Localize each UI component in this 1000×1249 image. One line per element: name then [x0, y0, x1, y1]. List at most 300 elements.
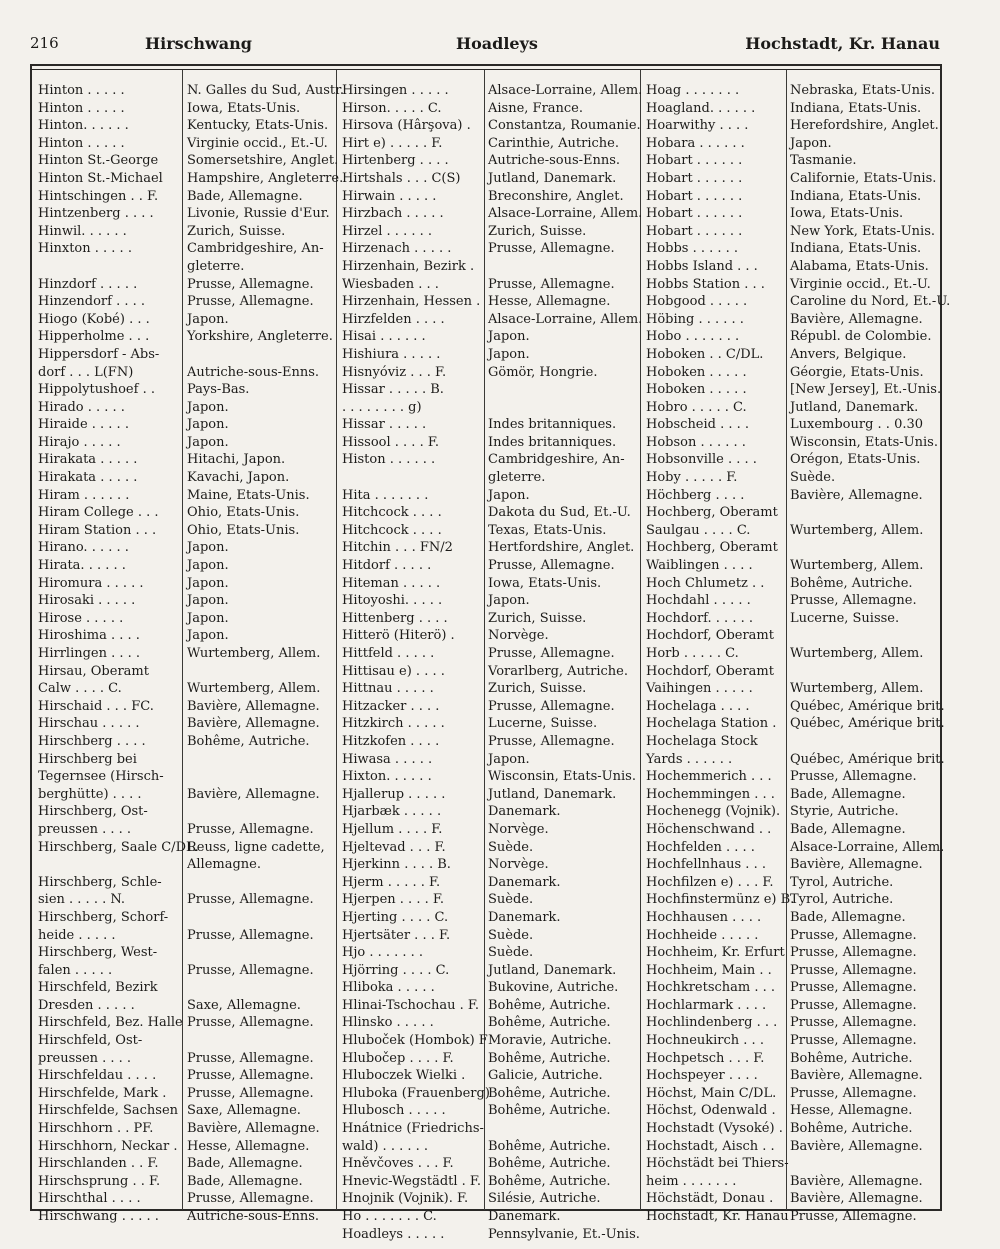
entry-place: Suède.: [488, 892, 534, 908]
entry-place: Indiana, Etats-Unis.: [790, 241, 922, 257]
entry-name: Hittenberg . . . .: [342, 610, 448, 626]
entry-name: Hirajo . . . . .: [38, 434, 121, 450]
entry-place: Bukovine, Autriche.: [488, 980, 619, 996]
entry-place: Aisne, France.: [488, 100, 584, 116]
entry-name: Hirschberg, Schorf-: [38, 909, 169, 925]
entry-place: Indes britanniques.: [488, 417, 617, 433]
entry-place: Bavière, Allemagne.: [790, 1191, 923, 1207]
entry-name: Hirata. . . . . .: [38, 558, 126, 574]
entry-name: . . . . . . . . g): [342, 399, 422, 415]
entry-place: Prusse, Allemagne.: [790, 1033, 917, 1049]
entry-place: Hampshire, Angleterre.: [187, 170, 344, 186]
entry-place: Bade, Allemagne.: [790, 821, 906, 837]
entry-name: Hiteman . . . . .: [342, 575, 441, 591]
entry-place: Iowa, Etats-Unis.: [187, 100, 301, 116]
entry-place: Wisconsin, Etats-Unis.: [790, 434, 938, 450]
entry-name: Hiwasa . . . . .: [342, 751, 433, 767]
entry-name: Hluboka (Frauenberg): [342, 1085, 490, 1101]
entry-name: Hittnau . . . . .: [342, 681, 434, 697]
entry-place: Bade, Allemagne.: [790, 786, 906, 802]
entry-place: Prusse, Allemagne.: [187, 892, 314, 908]
entry-place: Allemagne.: [187, 857, 261, 873]
entry-name: Hlubočep . . . . F.: [342, 1050, 454, 1066]
entry-place: [187, 874, 335, 892]
entry-place: [187, 944, 335, 962]
entry-place: Bohême, Autriche.: [187, 733, 310, 749]
entry-place: Prusse, Allemagne.: [790, 980, 917, 996]
entry-place: Alabama, Etats-Unis.: [790, 258, 929, 274]
entry-name: Hita . . . . . . .: [342, 487, 429, 503]
entry-place: Prusse, Allemagne.: [187, 821, 314, 837]
entry-place: Danemark.: [488, 874, 561, 890]
entry-name: Hochstadt, Kr. Hanau: [646, 1209, 789, 1224]
entry-name: Hobbs . . . . . .: [646, 241, 739, 257]
entry-name: Hobscheid . . . .: [646, 417, 750, 433]
entry-place: Zurich, Suisse.: [488, 223, 587, 239]
entry-name: Hirschberg bei: [38, 751, 137, 767]
entry-place: Bavière, Allemagne.: [790, 1138, 923, 1154]
entry-name: Hjerpen . . . . F.: [342, 892, 444, 908]
entry-place: Autriche-sous-Enns.: [187, 1209, 320, 1224]
column-1-places: [187, 82, 345, 1224]
entry-name: Hinton. . . . . .: [38, 118, 129, 134]
entry-place: Norvège.: [488, 628, 549, 644]
entry-name: Hirschwang . . . . .: [38, 1209, 159, 1224]
entry-name: Hjerm . . . . . F.: [342, 874, 441, 890]
entry-name: Hitchin . . . FN/2: [342, 540, 453, 556]
entry-place: Cambridgeshire, An-: [488, 452, 625, 468]
entry-name: Hobsonville . . . .: [646, 452, 757, 468]
entry-place: Hertfordshire, Anglet.: [488, 540, 635, 556]
entry-name: Hobbs Station . . .: [646, 276, 765, 292]
entry-name: Hochelaga Station .: [646, 716, 777, 732]
entry-place: Anvers, Belgique.: [790, 346, 907, 362]
entry-place: Bohême, Autriche.: [488, 1085, 611, 1101]
entry-place: Japon.: [187, 575, 229, 591]
entry-place: Japon.: [187, 610, 229, 626]
entry-name: Hissar . . . . .: [342, 417, 427, 433]
entry-name: Hinxton . . . . .: [38, 241, 132, 257]
entry-name: Hitzkofen . . . .: [342, 733, 440, 749]
entry-name: Hobo . . . . . . .: [646, 329, 740, 345]
entry-place: Japon.: [187, 540, 229, 556]
entry-place: Indiana, Etats-Unis.: [790, 188, 922, 204]
entry-name: Hitchcock . . . .: [342, 522, 442, 538]
entry-place: Bohême, Autriche.: [488, 997, 611, 1013]
entry-name: Hitchcock . . . .: [342, 505, 442, 521]
entry-place: Hesse, Allemagne.: [790, 1103, 913, 1119]
entry-place: Géorgie, Etats-Unis.: [790, 364, 924, 380]
entry-place: Prusse, Allemagne.: [790, 1085, 917, 1101]
entry-place: Wisconsin, Etats-Unis.: [488, 769, 636, 785]
entry-place: Wurtemberg, Allem.: [187, 681, 321, 697]
entry-place: Alsace-Lorraine, Allem.: [790, 839, 945, 855]
entry-place: Japon.: [488, 751, 530, 767]
entry-name: Hirakata . . . . .: [38, 452, 138, 468]
entry-place: Prusse, Allemagne.: [790, 769, 917, 785]
entry-name: Hiram College . . .: [38, 505, 159, 521]
entry-place: [187, 1032, 335, 1050]
entry-name: Hochheide . . . . .: [646, 927, 759, 943]
entry-name: falen . . . . .: [38, 962, 113, 978]
entry-place: Bade, Allemagne.: [187, 1173, 303, 1189]
entry-name: Hirschhorn, Neckar .: [38, 1138, 178, 1154]
entry-name: Hochfinstermünz e) B.: [646, 892, 795, 908]
entry-place: Wurtemberg, Allem.: [790, 646, 924, 661]
entry-place: Prusse, Allemagne.: [488, 558, 615, 574]
entry-place: Livonie, Russie d'Eur.: [187, 206, 330, 222]
entry-name: Hjeltevad . . . F.: [342, 839, 446, 855]
entry-place: Prusse, Allemagne.: [187, 1050, 314, 1066]
entry-place: Luxembourg . . 0.30: [790, 417, 924, 433]
entry-place: Prusse, Allemagne.: [790, 1015, 917, 1031]
entry-name: Hirschfelde, Mark .: [38, 1085, 167, 1101]
entry-name: Hirado . . . . .: [38, 399, 125, 415]
entry-place: Japon.: [488, 593, 530, 609]
entry-name: Hintschingen . . F.: [38, 188, 159, 204]
entry-place: Japon.: [187, 399, 229, 415]
entry-place: Prusse, Allemagne.: [187, 1068, 314, 1084]
entry-name: Hochpetsch . . . F.: [646, 1050, 765, 1066]
entry-place: Hesse, Allemagne.: [187, 1138, 310, 1154]
entry-place: Prusse, Allemagne.: [488, 698, 615, 714]
entry-place: Danemark.: [488, 1209, 561, 1224]
entry-name: Hochemmingen . . .: [646, 786, 775, 802]
entry-place: Prusse, Allemagne.: [488, 646, 615, 661]
entry-name: Hirsingen . . . . .: [342, 83, 449, 98]
entry-place: Bavière, Allemagne.: [187, 716, 320, 732]
entry-name: Hněvčoves . . . F.: [342, 1156, 454, 1172]
entry-place: [790, 733, 938, 751]
entry-name: Hochstadt, Aisch . .: [646, 1138, 775, 1154]
entry-name: Hirt e) . . . . . F.: [342, 135, 443, 151]
entry-name: Hippersdorf - Abs-: [38, 346, 160, 362]
column-2-places: [488, 82, 643, 1242]
entry-name: [342, 469, 482, 487]
entry-place: Prusse, Allemagne.: [187, 1015, 314, 1031]
entry-place: Bohême, Autriche.: [488, 1138, 611, 1154]
entry-place: Jutland, Danemark.: [488, 962, 617, 978]
entry-name: Hittisau e) . . . .: [342, 663, 445, 679]
entry-place: Wurtemberg, Allem.: [790, 558, 924, 574]
entry-place: Indes britanniques.: [488, 434, 617, 450]
entry-place: Autriche-sous-Enns.: [488, 153, 621, 169]
entry-place: Zurich, Suisse.: [488, 681, 587, 697]
entry-name: Hitzkirch . . . . .: [342, 716, 445, 732]
entry-place: Prusse, Allemagne.: [790, 962, 917, 978]
entry-name: Hochdorf, Oberamt: [646, 663, 774, 679]
entry-name: [38, 258, 180, 276]
entry-place: [187, 751, 335, 769]
entry-name: Hisai . . . . . .: [342, 329, 426, 345]
entry-place: Somersetshire, Anglet.: [187, 153, 339, 169]
entry-name: Hoch Chlumetz . .: [646, 575, 765, 591]
entry-place: [790, 504, 938, 522]
entry-place: gleterre.: [187, 258, 245, 274]
entry-place: [488, 399, 638, 417]
entry-place: Suède.: [488, 927, 534, 943]
entry-place: Prusse, Allemagne.: [790, 945, 917, 961]
entry-name: Hinton St.-Michael: [38, 170, 163, 186]
entry-name: Hirschfeld, Bezirk: [38, 980, 158, 996]
entry-name: Hinzendorf . . . .: [38, 294, 146, 310]
entry-name: Hochfelden . . . .: [646, 839, 755, 855]
entry-name: Hochenegg (Vojnik).: [646, 804, 781, 820]
entry-name: Hixton. . . . . .: [342, 769, 432, 785]
entry-place: Prusse, Allemagne.: [488, 733, 615, 749]
entry-name: Hiroshima . . . .: [38, 628, 140, 644]
entry-place: Bavière, Allemagne.: [790, 1173, 923, 1189]
entry-name: Hirschaid . . . FC.: [38, 698, 154, 714]
entry-name: Hiram . . . . . .: [38, 487, 130, 503]
entry-place: Carinthie, Autriche.: [488, 135, 619, 151]
entry-place: Dakota du Sud, Et.-U.: [488, 505, 631, 521]
entry-place: Japon.: [187, 628, 229, 644]
entry-name: Hobart . . . . . .: [646, 188, 743, 204]
entry-place: Japon.: [187, 311, 229, 327]
entry-name: Hobson . . . . . .: [646, 434, 746, 450]
entry-place: Bohême, Autriche.: [488, 1015, 611, 1031]
entry-place: Japon.: [187, 434, 229, 450]
entry-place: Tyrol, Autriche.: [790, 892, 894, 908]
entry-place: Silésie, Autriche.: [488, 1191, 601, 1207]
entry-place: Wurtemberg, Allem.: [790, 681, 924, 697]
entry-name: Hirano. . . . . .: [38, 540, 129, 556]
entry-place: Ohio, Etats-Unis.: [187, 505, 300, 521]
entry-place: N. Galles du Sud, Austr.: [187, 83, 345, 98]
entry-name: Hiogo (Kobé) . . .: [38, 311, 150, 327]
entry-place: Japon.: [488, 329, 530, 345]
entry-place: Kavachi, Japon.: [187, 470, 290, 486]
entry-name: Hirschfeld, Ost-: [38, 1033, 143, 1049]
entry-name: Hochstadt (Vysoké) .: [646, 1121, 783, 1137]
entry-name: Hitzacker . . . .: [342, 698, 440, 714]
entry-name: Hirrlingen . . . .: [38, 646, 141, 661]
entry-place: Prusse, Allemagne.: [187, 1085, 314, 1101]
column-2-names: [342, 82, 490, 1242]
entry-name: Hirschlanden . . F.: [38, 1156, 159, 1172]
entry-name: heide . . . . .: [38, 927, 116, 943]
entry-name: Hobro . . . . . C.: [646, 399, 747, 415]
entry-name: Hochemmerich . . .: [646, 769, 772, 785]
entry-name: Hirosaki . . . . .: [38, 593, 136, 609]
header-left-word: Hirschwang: [145, 34, 252, 53]
entry-name: Tegernsee (Hirsch-: [38, 769, 164, 785]
entry-place: Bohême, Autriche.: [488, 1173, 611, 1189]
entry-name: Hiraide . . . . .: [38, 417, 129, 433]
entry-place: Bavière, Allemagne.: [790, 1068, 923, 1084]
entry-name: Hlubosch . . . . .: [342, 1103, 446, 1119]
entry-name: Hissar . . . . . B.: [342, 382, 444, 398]
entry-name: Hjo . . . . . . .: [342, 945, 424, 961]
entry-name: Hobart . . . . . .: [646, 170, 743, 186]
entry-name: sien . . . . . N.: [38, 892, 126, 908]
entry-place: Virginie occid., Et.-U.: [790, 276, 931, 292]
entry-place: Zurich, Suisse.: [488, 610, 587, 626]
entry-name: Hoagland. . . . . .: [646, 100, 756, 116]
entry-name: Hochelaga . . . .: [646, 698, 750, 714]
entry-place: Styrie, Autriche.: [790, 804, 899, 820]
entry-name: preussen . . . .: [38, 1050, 132, 1066]
entry-name: wald) . . . . . .: [342, 1138, 429, 1154]
entry-name: Hirschau . . . . .: [38, 716, 140, 732]
entry-name: Hirzenhain, Hessen .: [342, 294, 481, 310]
entry-place: Wurtemberg, Allem.: [790, 522, 924, 538]
entry-name: Hirschsprung . . F.: [38, 1173, 161, 1189]
entry-name: Hintzenberg . . . .: [38, 206, 154, 222]
entry-place: Suède.: [488, 839, 534, 855]
entry-name: Hirson. . . . . C.: [342, 100, 442, 116]
entry-name: Hinwil. . . . . .: [38, 223, 127, 239]
entry-place: Suède.: [790, 470, 836, 486]
entry-place: Bohême, Autriche.: [488, 1050, 611, 1066]
entry-name: Hjerting . . . . C.: [342, 909, 449, 925]
entry-place: Alsace-Lorraine, Allem.: [488, 311, 643, 327]
entry-name: Hirschberg, Saale C/DL.: [38, 839, 199, 855]
entry-name: Hiram Station . . .: [38, 522, 157, 538]
column-1-names: [38, 82, 199, 1224]
entry-name: Horb . . . . . C.: [646, 646, 739, 661]
entry-place: Gömör, Hongrie.: [488, 364, 598, 380]
column-3-places: [790, 82, 951, 1224]
entry-place: [790, 663, 938, 681]
entry-name: Hirtshals . . . C(S): [342, 170, 461, 186]
entry-name: Hjertsäter . . . F.: [342, 927, 451, 943]
entry-place: Prusse, Allemagne.: [187, 1191, 314, 1207]
entry-name: Hissool . . . . F.: [342, 434, 439, 450]
entry-name: Hochdahl . . . . .: [646, 593, 751, 609]
entry-place: Bavière, Allemagne.: [790, 487, 923, 503]
entry-place: [187, 768, 335, 786]
entry-name: Hiromura . . . . .: [38, 575, 144, 591]
entry-place: Bade, Allemagne.: [187, 1156, 303, 1172]
entry-place: Saxe, Allemagne.: [187, 1103, 301, 1119]
entry-place: Alsace-Lorraine, Allem.: [488, 206, 643, 222]
entry-place: Jutland, Danemark.: [488, 170, 617, 186]
entry-place: Caroline du Nord, Et.-U.: [790, 294, 951, 310]
entry-place: Alsace-Lorraine, Allem.: [488, 83, 643, 98]
entry-place: Japon.: [488, 346, 530, 362]
entry-name: dorf . . . L(FN): [38, 364, 134, 380]
entry-place: Bavière, Allemagne.: [187, 1121, 320, 1137]
entry-name: Höchenschwand . .: [646, 821, 772, 837]
entry-name: Dresden . . . . .: [38, 997, 135, 1013]
entry-name: Hochheim, Main . .: [646, 962, 772, 978]
entry-name: Hirtenberg . . . .: [342, 153, 449, 169]
entry-name: Hirschberg, Schle-: [38, 874, 162, 890]
entry-place: Hitachi, Japon.: [187, 452, 286, 468]
entry-name: Hirsova (Hârşova) .: [342, 118, 471, 134]
entry-place: Pays-Bas.: [187, 382, 250, 398]
entry-place: Bavière, Allemagne.: [187, 698, 320, 714]
entry-place: Breconshire, Anglet.: [488, 188, 624, 204]
entry-place: Nebraska, Etats-Unis.: [790, 83, 935, 98]
entry-name: Hinton . . . . .: [38, 83, 125, 98]
entry-place: Tasmanie.: [790, 153, 857, 169]
entry-place: Lucerne, Suisse.: [488, 716, 598, 732]
entry-place: Japon.: [790, 135, 832, 151]
entry-place: Orégon, Etats-Unis.: [790, 452, 921, 468]
entry-name: Hochneukirch . . .: [646, 1033, 764, 1049]
entry-place: Pennsylvanie, Et.-Unis.: [488, 1226, 640, 1242]
entry-name: Hobart . . . . . .: [646, 153, 743, 169]
entry-name: Hirschberg . . . .: [38, 733, 146, 749]
entry-name: Hirschberg, Ost-: [38, 804, 148, 820]
entry-place: [488, 258, 638, 276]
entry-place: Jutland, Danemark.: [488, 786, 617, 802]
entry-name: Hoarwithy . . . .: [646, 118, 749, 134]
entry-place: Prusse, Allemagne.: [488, 276, 615, 292]
entry-name: Hochhausen . . . .: [646, 909, 762, 925]
entry-name: Hitoyoshi. . . . .: [342, 593, 443, 609]
entry-place: Japon.: [187, 593, 229, 609]
entry-name: Hinton . . . . .: [38, 100, 125, 116]
entry-name: Hirschberg, West-: [38, 945, 158, 961]
entry-place: Norvège.: [488, 821, 549, 837]
entry-name: Hoboken . . . . .: [646, 364, 747, 380]
entry-place: Bade, Allemagne.: [187, 188, 303, 204]
entry-name: Hoboken . . . . .: [646, 382, 747, 398]
entry-place: Bavière, Allemagne.: [790, 311, 923, 327]
entry-name: Hliboka . . . . .: [342, 980, 435, 996]
entry-name: Hochberg, Oberamt: [646, 540, 778, 556]
entry-name: Hoadleys . . . . .: [342, 1226, 445, 1242]
entry-name: Hjörring . . . . C.: [342, 962, 450, 978]
entry-name: Yards . . . . . .: [646, 751, 733, 767]
entry-place: Hesse, Allemagne.: [488, 294, 611, 310]
entry-name: Hirakata . . . . .: [38, 470, 138, 486]
entry-name: Waiblingen . . . .: [646, 558, 753, 574]
column-divider: [786, 70, 787, 1210]
entry-name: Hochlindenberg . . .: [646, 1015, 778, 1031]
column-divider: [182, 70, 183, 1210]
entry-name: Hirsau, Oberamt: [38, 663, 149, 679]
entry-place: [187, 803, 335, 821]
entry-name: Hnevic-Wegstädtl . F.: [342, 1173, 482, 1189]
entry-place: Prusse, Allemagne.: [488, 241, 615, 257]
entry-place: Saxe, Allemagne.: [187, 997, 301, 1013]
entry-name: Saulgau . . . . C.: [646, 522, 751, 538]
page-number: 216: [30, 34, 59, 52]
entry-place: Jutland, Danemark.: [790, 399, 919, 415]
entry-name: Hirzenhain, Bezirk .: [342, 258, 475, 274]
entry-place: Maine, Etats-Unis.: [187, 487, 310, 503]
header-center-word: Hoadleys: [456, 34, 538, 53]
entry-place: Galicie, Autriche.: [488, 1068, 603, 1084]
entry-place: Virginie occid., Et.-U.: [187, 135, 328, 151]
entry-place: Autriche-sous-Enns.: [187, 364, 320, 380]
entry-name: Hittfeld . . . . .: [342, 646, 435, 661]
entry-place: Zurich, Suisse.: [187, 223, 286, 239]
entry-place: Républ. de Colombie.: [790, 329, 932, 345]
entry-place: Prusse, Allemagne.: [187, 927, 314, 943]
entry-name: Hitterö (Hiterö) .: [342, 628, 455, 644]
entry-name: Hitdorf . . . . .: [342, 558, 432, 574]
entry-name: Hjerkinn . . . . B.: [342, 857, 451, 873]
header-right-word: Hochstadt, Kr. Hanau: [745, 34, 940, 53]
entry-name: Hirschfelde, Sachsen: [38, 1103, 179, 1119]
entry-place: [187, 979, 335, 997]
entry-name: Hochkretscham . . .: [646, 980, 776, 996]
entry-place: Prusse, Allemagne.: [790, 1209, 917, 1224]
entry-name: Hobbs Island . . .: [646, 258, 758, 274]
entry-name: Hirschfeldau . . . .: [38, 1068, 157, 1084]
entry-name: Höchstädt, Donau .: [646, 1191, 774, 1207]
entry-name: Höchberg . . . .: [646, 487, 745, 503]
entry-name: Hochfilzen e) . . . F.: [646, 874, 774, 890]
entry-name: Hochelaga Stock: [646, 733, 758, 749]
entry-name: Hluboczek Wielki .: [342, 1068, 466, 1084]
